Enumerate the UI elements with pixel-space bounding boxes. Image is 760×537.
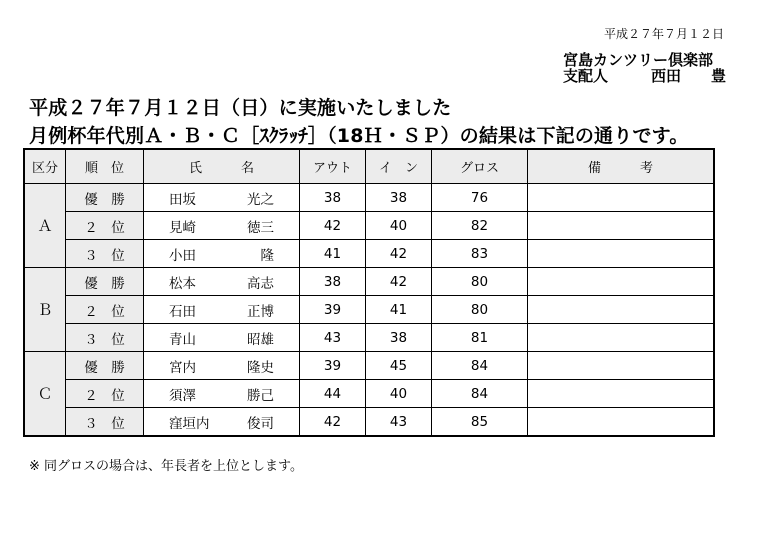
given-name: 徳三 [247,219,274,236]
division-cell: Ａ [24,184,66,268]
given-name: 隆 [260,247,274,264]
name-cell [144,324,300,352]
out-score-cell: 39 [300,352,366,380]
in-score-cell: 40 [366,212,432,240]
table-row [24,296,714,324]
name-cell [144,240,300,268]
name-cell [144,352,300,380]
header-division: 区分 [24,149,66,184]
surname: 石田 [169,303,196,320]
in-score-cell: 38 [366,184,432,212]
rank-cell: ３ 位 [66,408,144,437]
gross-score-cell: 83 [432,240,528,268]
surname: 田坂 [169,191,196,208]
footnote: ※ 同グロスの場合は、年長者を上位とします。 [29,459,303,474]
out-score-cell: 38 [300,184,366,212]
out-score-cell: 42 [300,212,366,240]
table-row [24,184,714,212]
heading-line-1: 平成２７年７月１２日（日）に実施いたしました [29,97,452,119]
division-cell: Ｂ [24,268,66,352]
out-score-cell: 38 [300,268,366,296]
table-row [24,352,714,380]
results-body [24,184,714,437]
rank-cell: ３ 位 [66,240,144,268]
table-row [24,324,714,352]
notes-cell [528,240,715,268]
gross-score-cell: 85 [432,408,528,437]
header-name: 氏 名 [144,149,300,184]
rank-cell: 優 勝 [66,352,144,380]
header-out: アウト [300,149,366,184]
table-header-row [24,149,714,184]
surname: 窪垣内 [169,415,210,432]
club-name: 宮島カンツリー倶楽部 [563,51,714,69]
in-score-cell: 42 [366,268,432,296]
notes-cell [528,380,715,408]
document-date: 平成２７年７月１２日 [604,27,725,41]
rank-cell: ２ 位 [66,212,144,240]
header-notes: 備 考 [528,149,715,184]
header-in: イ ン [366,149,432,184]
notes-cell [528,324,715,352]
given-name: 昭雄 [247,331,274,348]
in-score-cell: 42 [366,240,432,268]
notes-cell [528,408,715,437]
given-name: 正博 [247,303,274,320]
results-table [23,148,715,437]
rank-cell: ２ 位 [66,380,144,408]
header-gross: グロス [432,149,528,184]
manager-title: 支配人 [563,67,609,85]
given-name: 高志 [247,275,274,292]
out-score-cell: 42 [300,408,366,437]
name-cell [144,184,300,212]
rank-cell: ２ 位 [66,296,144,324]
table-row [24,240,714,268]
given-name: 隆史 [247,359,274,376]
in-score-cell: 40 [366,380,432,408]
surname: 松本 [169,275,196,292]
gross-score-cell: 80 [432,268,528,296]
manager-name: 西田 豊 [651,67,727,85]
name-cell [144,268,300,296]
table-row [24,212,714,240]
club-signature [563,52,726,84]
gross-score-cell: 82 [432,212,528,240]
surname: 青山 [169,331,196,348]
out-score-cell: 41 [300,240,366,268]
out-score-cell: 39 [300,296,366,324]
notes-cell [528,184,715,212]
out-score-cell: 44 [300,380,366,408]
division-cell: Ｃ [24,352,66,437]
given-name: 俊司 [247,415,274,432]
rank-cell: 優 勝 [66,184,144,212]
gross-score-cell: 76 [432,184,528,212]
table-row [24,408,714,437]
out-score-cell: 43 [300,324,366,352]
gross-score-cell: 84 [432,380,528,408]
gross-score-cell: 84 [432,352,528,380]
notes-cell [528,212,715,240]
given-name: 勝己 [247,387,274,404]
given-name: 光之 [247,191,274,208]
in-score-cell: 43 [366,408,432,437]
table-row [24,380,714,408]
rank-cell: ３ 位 [66,324,144,352]
notes-cell [528,296,715,324]
table-row [24,268,714,296]
name-cell [144,296,300,324]
in-score-cell: 38 [366,324,432,352]
gross-score-cell: 80 [432,296,528,324]
surname: 宮内 [169,359,196,376]
name-cell [144,408,300,437]
notes-cell [528,268,715,296]
name-cell [144,380,300,408]
in-score-cell: 45 [366,352,432,380]
surname: 見崎 [169,219,196,236]
name-cell [144,212,300,240]
surname: 須澤 [169,387,196,404]
rank-cell: 優 勝 [66,268,144,296]
gross-score-cell: 81 [432,324,528,352]
header-rank: 順 位 [66,149,144,184]
notes-cell [528,352,715,380]
surname: 小田 [169,247,196,264]
in-score-cell: 41 [366,296,432,324]
heading-line-2: 月例杯年代別Ａ・Ｂ・Ｃ［ｽｸﾗｯﾁ］（18Ｈ・ＳＰ）の結果は下記の通りです。 [29,125,689,147]
